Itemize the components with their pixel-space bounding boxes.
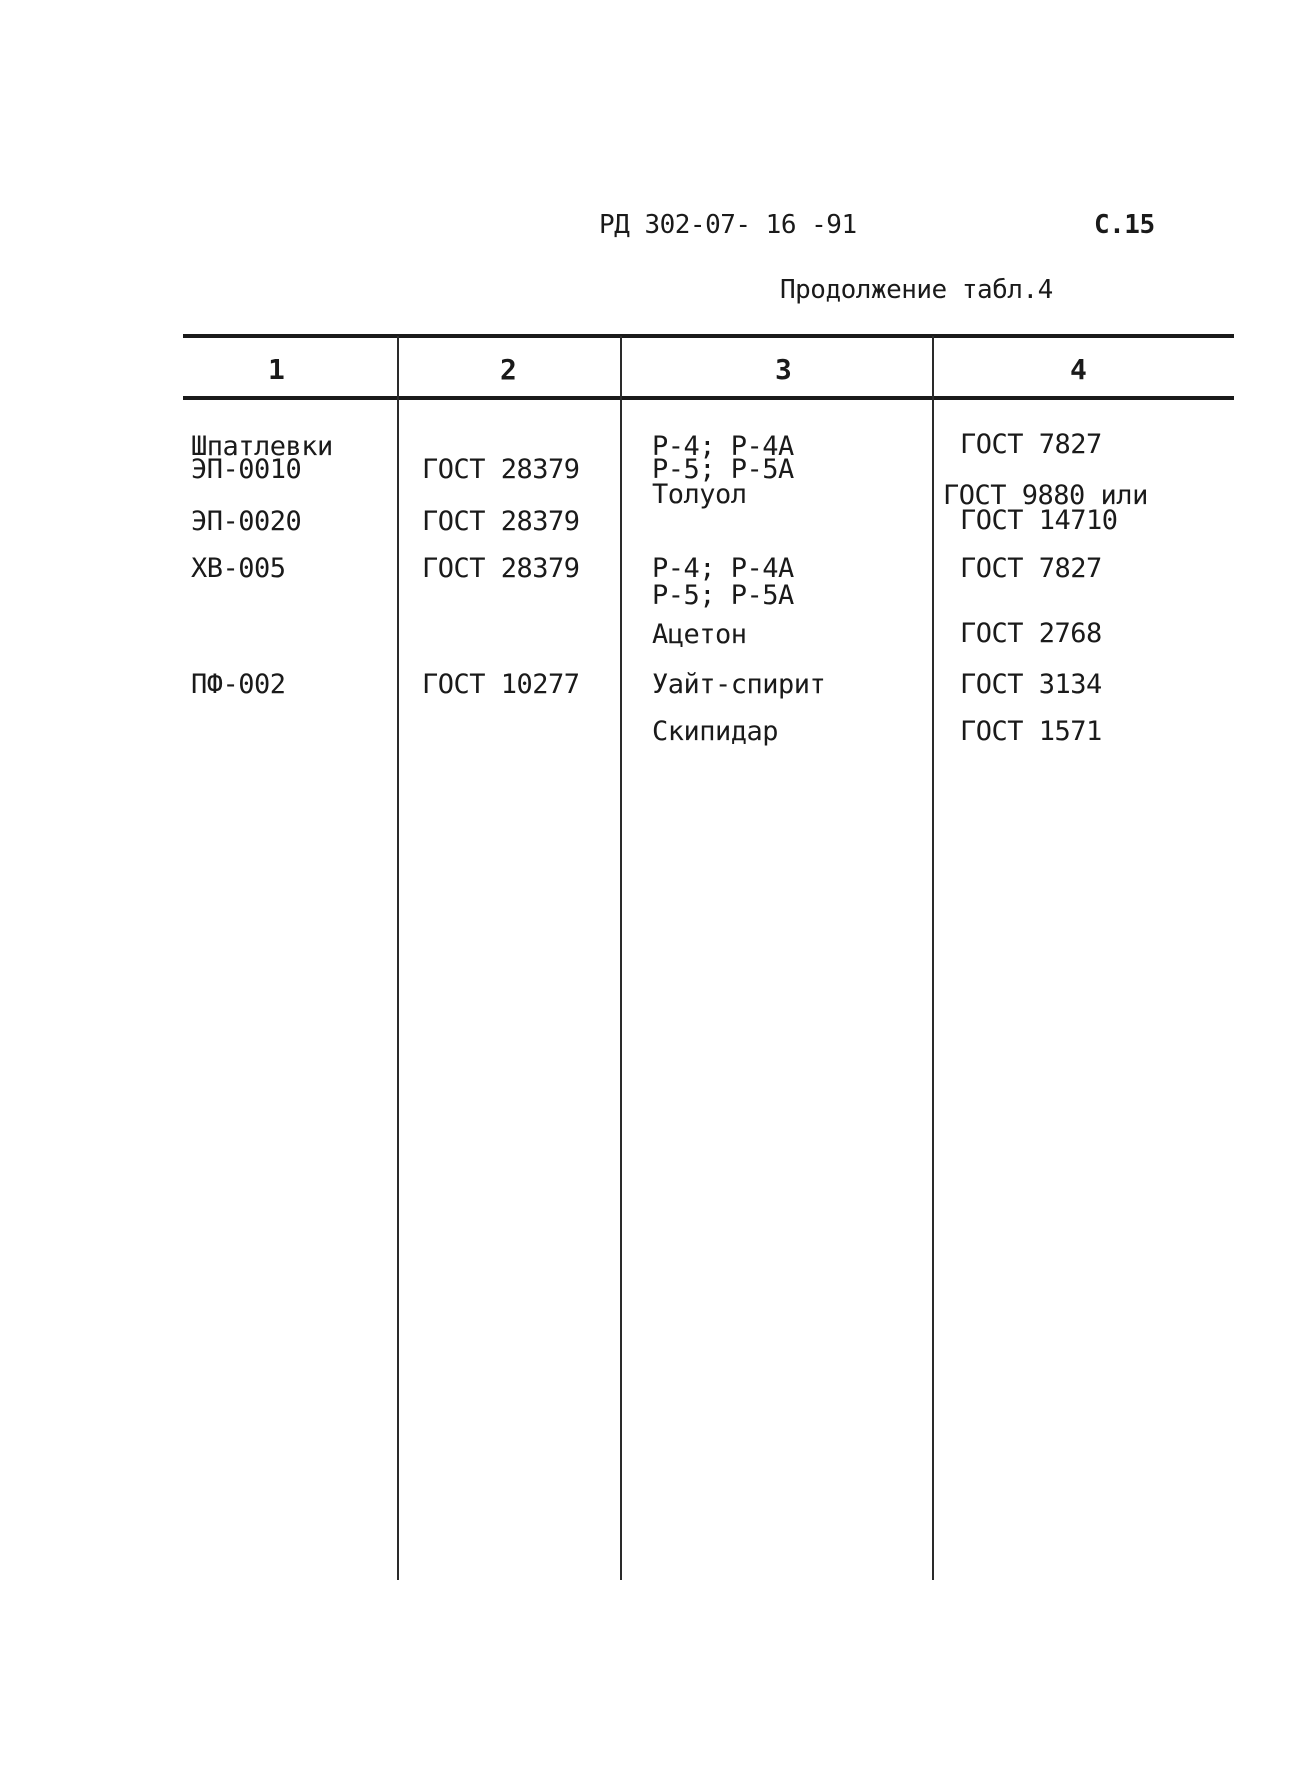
cell-c4-gost2768: ГОСТ 2768: [960, 618, 1102, 649]
cell-c1-khv005: ХВ-005: [191, 553, 286, 584]
cell-c2-ep0020: ГОСТ 28379: [422, 506, 580, 537]
column-divider-1: [397, 336, 399, 1580]
table-header-rule: [183, 396, 1234, 400]
cell-c2-pf002: ГОСТ 10277: [422, 669, 580, 700]
cell-c3-r4-1: Р-4; Р-4А: [652, 431, 794, 462]
column-header-1: 1: [268, 353, 285, 386]
cell-c3-toluene: Толуол: [652, 479, 747, 510]
column-divider-3: [932, 336, 934, 1580]
cell-c1-group-label: Шпатлевки: [191, 431, 333, 462]
cell-c3-white-spirit: Уайт-спирит: [652, 669, 826, 700]
page-number: С.15: [1094, 210, 1155, 240]
cell-c3-r4-2: Р-4; Р-4А: [652, 553, 794, 584]
column-header-4: 4: [1070, 353, 1087, 386]
cell-c4-gost14710: ГОСТ 14710: [960, 505, 1118, 536]
cell-c4-gost1571: ГОСТ 1571: [960, 716, 1102, 747]
cell-c1-ep0020: ЭП-0020: [191, 506, 302, 537]
cell-c4-gost9880: ГОСТ 9880 или: [943, 480, 1148, 511]
cell-c1-ep0010: ЭП-0010: [191, 454, 302, 485]
column-header-2: 2: [500, 353, 517, 386]
cell-c2-ep0010: ГОСТ 28379: [422, 454, 580, 485]
document-code: РД 302-07- 16 -91: [599, 210, 857, 240]
column-header-3: 3: [775, 353, 792, 386]
table-continuation-label: Продолжение табл.4: [780, 275, 1053, 305]
cell-c4-gost7827-2: ГОСТ 7827: [960, 553, 1102, 584]
cell-c4-gost7827-1: ГОСТ 7827: [960, 429, 1102, 460]
cell-c3-r5-2: Р-5; Р-5А: [652, 580, 794, 611]
cell-c4-gost3134: ГОСТ 3134: [960, 669, 1102, 700]
cell-c3-turpentine: Скипидар: [652, 716, 779, 747]
column-divider-2: [620, 336, 622, 1580]
cell-c3-acetone: Ацетон: [652, 619, 747, 650]
cell-c2-khv005: ГОСТ 28379: [422, 553, 580, 584]
cell-c3-r5-1: Р-5; Р-5А: [652, 454, 794, 485]
cell-c1-pf002: ПФ-002: [191, 669, 286, 700]
table-top-rule: [183, 334, 1234, 338]
